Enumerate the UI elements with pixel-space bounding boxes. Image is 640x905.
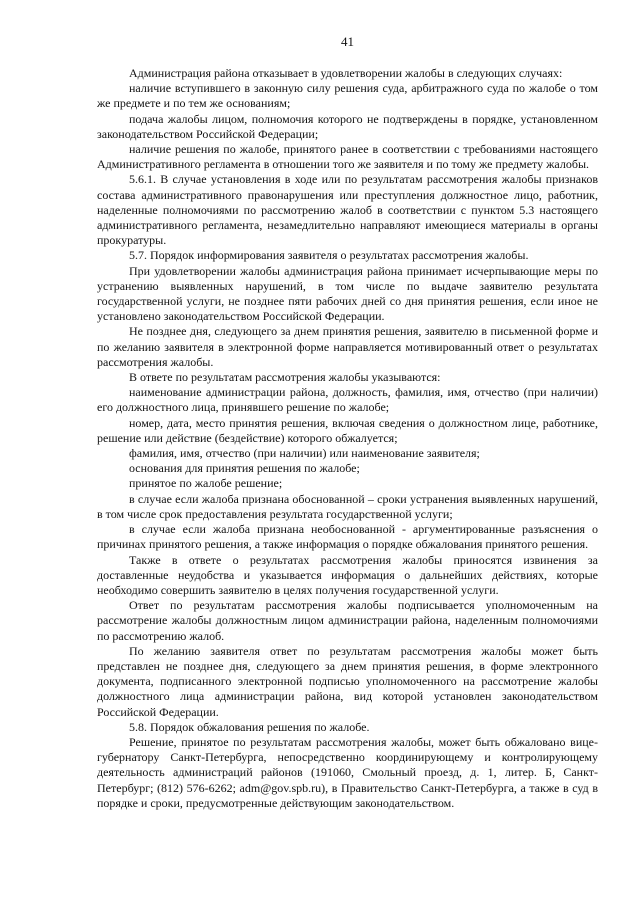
list-item: в случае если жалоба признана обоснованной – сроки устранения выявленных нарушений, в том числе срок предоставления результата государственной услуги; bbox=[97, 491, 598, 521]
list-item: в случае если жалоба признана необоснованной - аргументированные разъяснения о причинах принятого решения, а также информация о порядке обжалования принятого решения. bbox=[97, 522, 598, 552]
paragraph: Решение, принятое по результатам рассмотрения жалобы, может быть обжаловано вице-губернатору Санкт-Петербурга, непосредственно координирующему и контролирующему деятельность администраций районов (191060, Смольный проезд, д. 1, литер. Б, Санкт-Петербург; (812) 576-6262; adm@gov.spb.ru), в Правительство Санкт-Петербурга, а также в суд в порядке и сроки, предусмотренные действующим законодательством. bbox=[97, 734, 598, 810]
paragraph: наличие вступившего в законную силу решения суда, арбитражного суда по жалобе о том же предмете и по тем же основаниям; bbox=[97, 81, 598, 111]
paragraph: По желанию заявителя ответ по результатам рассмотрения жалобы может быть представлен не позднее дня, следующего за днем принятия решения, в форме электронного документа, подписанного электронной подписью уполномоченного на рассмотрение жалобы должностного лица администрации района, вид которой установлен законодательством Российской Федерации. bbox=[97, 643, 598, 719]
section-heading: 5.7. Порядок информирования заявителя о результатах рассмотрения жалобы. bbox=[129, 248, 529, 263]
paragraph: подача жалобы лицом, полномочия которого не подтверждены в порядке, установленном законодательством Российской Федерации; bbox=[97, 111, 598, 141]
paragraph: Администрация района отказывает в удовлетворении жалобы в следующих случаях: bbox=[129, 66, 563, 80]
paragraph: 5.6.1. В случае установления в ходе или по результатам рассмотрения жалобы признаков состава административного правонарушения или преступления должностное лицо, работник, наделенные полномочиями по рассмотрению жалоб в соответствии с пунктом 5.3 настоящего административного регламента, незамедлительно направляют имеющиеся материалы в органы прокуратуры. bbox=[97, 172, 598, 248]
document-body bbox=[97, 66, 598, 811]
page-number: 41 bbox=[341, 34, 354, 49]
list-item: номер, дата, место принятия решения, включая сведения о должностном лице, работнике, решение или действие (бездействие) которого обжалуется; bbox=[97, 415, 598, 445]
paragraph: наличие решения по жалобе, принятого ранее в соответствии с требованиями настоящего Административного регламента в отношении того же заявителя и по тому же предмету жалобы. bbox=[97, 142, 598, 172]
paragraph: Не позднее дня, следующего за днем принятия решения, заявителю в письменной форме и по желанию заявителя в электронной форме направляется мотивированный ответ о результатах рассмотрения жалобы. bbox=[97, 324, 598, 369]
paragraph: При удовлетворении жалобы администрация района принимает исчерпывающие меры по устранению выявленных нарушений, в том числе по выдаче заявителю результата государственной услуги, не позднее пяти рабочих дней со дня принятия решения, если иное не установлено законодательством Российской Федерации. bbox=[97, 263, 598, 324]
section-heading: 5.8. Порядок обжалования решения по жалобе. bbox=[129, 719, 370, 734]
list-item: наименование администрации района, должность, фамилия, имя, отчество (при наличии) его должностного лица, принявшего решение по жалобе; bbox=[97, 385, 598, 415]
list-item: принятое по жалобе решение; bbox=[129, 476, 283, 491]
paragraph: Ответ по результатам рассмотрения жалобы подписывается уполномоченным на рассмотрение жалобы должностным лицом администрации района, наделенным полномочиями по рассмотрению жалоб. bbox=[97, 598, 598, 643]
paragraph: Также в ответе о результатах рассмотрения жалобы приносятся извинения за доставленные неудобства и указывается информация о дальнейших действиях, которые необходимо совершить заявителю в целях получения государственной услуги. bbox=[97, 552, 598, 597]
paragraph: В ответе по результатам рассмотрения жалобы указываются: bbox=[129, 370, 441, 385]
list-item: фамилия, имя, отчество (при наличии) или наименование заявителя; bbox=[129, 446, 480, 461]
list-item: основания для принятия решения по жалобе; bbox=[129, 461, 360, 476]
